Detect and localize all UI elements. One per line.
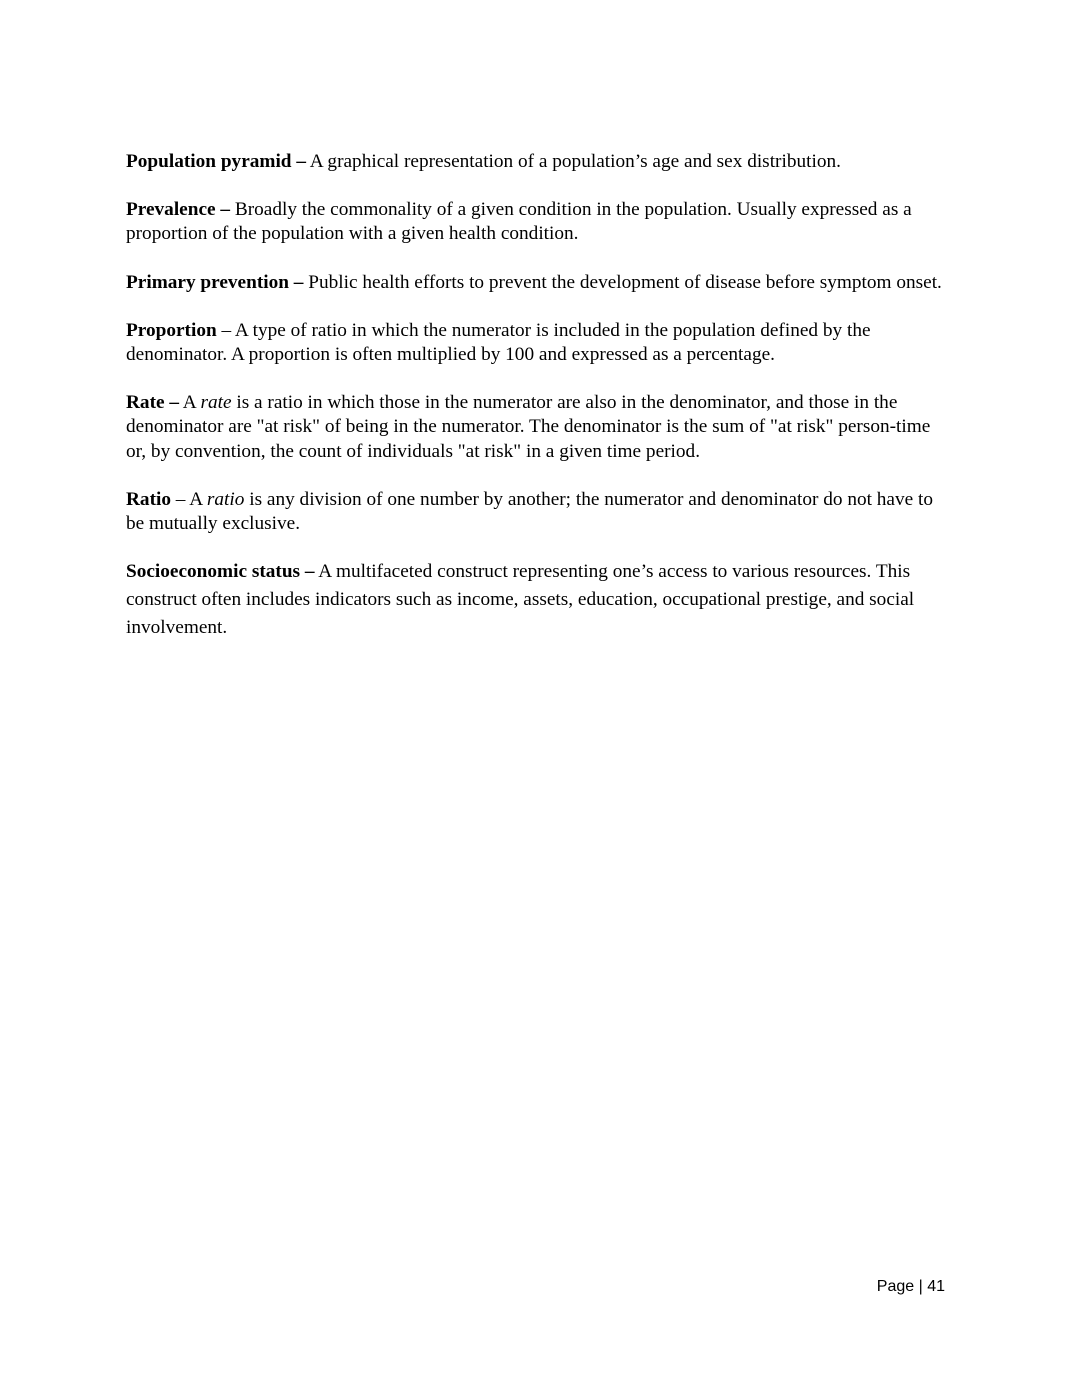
glossary-definition: Public health efforts to prevent the development of disease before symptom onset. [303, 271, 942, 293]
glossary-definition: is a ratio in which those in the numerator are also in the denominator, and those in the denominator are "at risk" of being in the numerator. The denominator is the sum of "at risk" person-time or, by convention, the count of individuals "at risk" in a given time period. [126, 392, 931, 462]
page-number: Page | 41 [876, 1278, 945, 1295]
glossary-entry-socioeconomic-status [126, 558, 946, 642]
glossary-term: Socioeconomic status – [126, 561, 315, 583]
glossary-entry-prevalence [126, 198, 946, 246]
glossary-term: Primary prevention – [126, 271, 304, 293]
glossary-definition-prefix: – A [170, 488, 207, 510]
glossary-definition: is any division of one number by another; the numerator and denominator do not have to be mutually exclusive. [126, 488, 933, 535]
glossary-entry-rate [126, 391, 946, 464]
glossary-entry-primary-prevention [126, 271, 946, 295]
glossary-term: Population pyramid – [126, 151, 306, 172]
glossary-definition: Broadly the commonality of a given condition in the population. Usually expressed as a proportion of the population with a given health condition. [126, 199, 912, 245]
glossary-entry-proportion [126, 319, 946, 367]
glossary-term: Rate – [126, 392, 180, 414]
glossary-entry-ratio [126, 488, 946, 536]
glossary-italic-term: ratio [206, 488, 245, 510]
glossary-italic-term: rate [200, 392, 232, 414]
glossary-definition: – A type of ratio in which the numerator is included in the population defined by the denominator. A proportion is often multiplied by 100 and expressed as a percentage. [126, 319, 871, 366]
glossary-definition-prefix: A [179, 392, 201, 414]
glossary-term: Proportion [126, 319, 217, 341]
glossary-definition: A multifaceted construct representing one’s access to various resources. This construct often includes indicators such as income, assets, education, occupational prestige, and social involvement. [126, 561, 915, 639]
glossary-content [126, 150, 946, 666]
glossary-definition: A graphical representation of a population’s age and sex distribution. [306, 151, 841, 172]
glossary-term: Prevalence – [126, 199, 231, 221]
glossary-entry-population-pyramid [126, 150, 946, 174]
glossary-term: Ratio [126, 488, 171, 510]
